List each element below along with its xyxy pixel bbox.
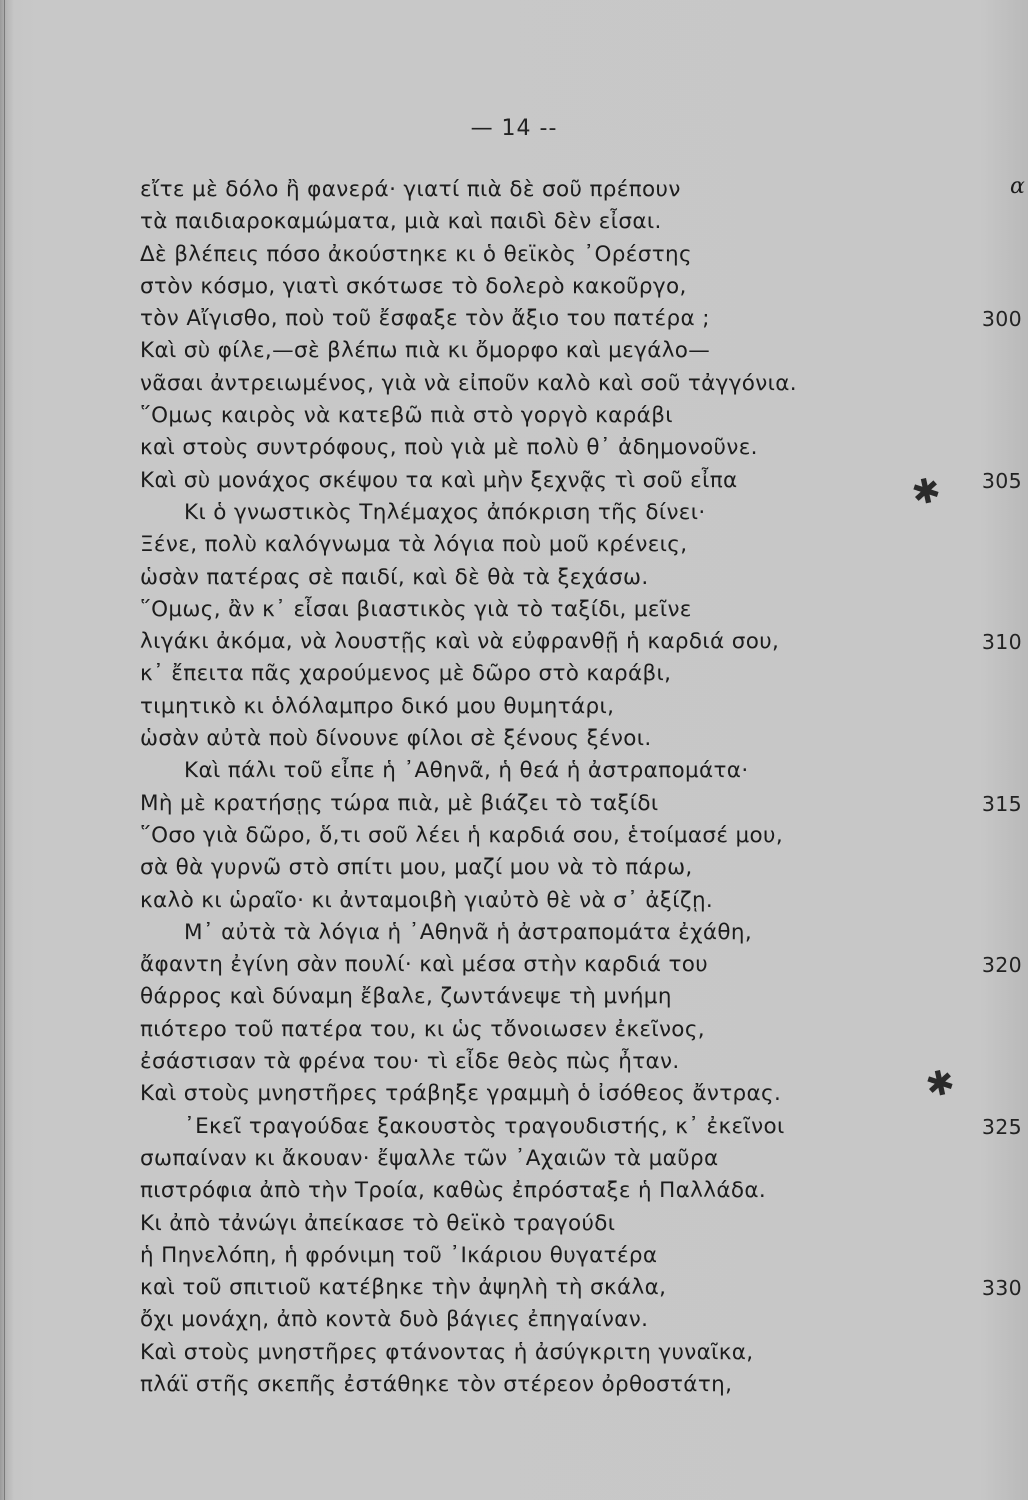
verse-line	[140, 497, 970, 529]
verse-line-text: θάρρος καὶ δύναμη ἔβαλε, ζωντάνεψε τὴ μνήμη	[140, 984, 672, 1010]
verse-line-text: Δὲ βλέπεις πόσο ἀκούστηκε κι ὁ θεϊκὸς ᾿Ορέστης	[140, 241, 692, 267]
verse-line-text: ὄχι μονάχη, ἀπὸ κοντὰ δυὸ βάγιες ἐπηγαίναν.	[140, 1307, 649, 1333]
verse-line-text: Καὶ στοὺς μνηστῆρες φτάνοντας ἡ ἀσύγκριτη γυναῖκα,	[140, 1339, 754, 1365]
verse-line-text: Καὶ πάλι τοῦ εἶπε ἡ ᾿Αθηνᾶ, ἡ θεά ἡ ἀστραπομάτα·	[184, 758, 749, 784]
verse-line	[140, 1014, 970, 1046]
poem-text-block	[140, 174, 1025, 1401]
verse-line-text: πιότερο τοῦ πατέρα του, κι ὡς τὄνοιωσεν ἐκεῖνος,	[140, 1016, 705, 1042]
verse-line	[140, 400, 970, 432]
verse-line	[140, 755, 970, 787]
verse-line	[140, 1208, 970, 1240]
verse-line-number: 320	[981, 953, 1022, 978]
verse-line	[140, 174, 970, 206]
page-number: — 14 --	[470, 116, 558, 141]
verse-line-text: Ξένε, πολὺ καλόγνωμα τὰ λόγια ποὺ μοῦ κρένεις,	[140, 532, 688, 558]
verse-line-text: καὶ στοὺς συντρόφους, ποὺ γιὰ μὲ πολὺ θ᾿ ἀδημονοῦνε.	[140, 435, 758, 461]
verse-line	[140, 271, 970, 303]
verse-line-text: σωπαίναν κι ἄκουαν· ἔψαλλε τῶν ᾿Αχαιῶν τὰ μαῦρα	[140, 1145, 719, 1171]
verse-line	[140, 368, 970, 400]
verse-line-text: τιμητικὸ κι ὁλόλαμπρο δικό μου θυμητάρι,	[140, 693, 615, 719]
verse-line-number: 300	[981, 307, 1022, 332]
verse-line-text: ὡσὰν πατέρας σὲ παιδί, καὶ δὲ θὰ τὰ ξεχάσω.	[140, 564, 649, 590]
verse-line-text: στὸν κόσμο, γιατὶ σκότωσε τὸ δολερὸ κακοῦργο,	[140, 273, 687, 299]
verse-line-text: Κι ἀπὸ τἀνώγι ἀπείκασε τὸ θεϊκὸ τραγούδι	[140, 1210, 616, 1236]
verse-line	[140, 1143, 970, 1175]
verse-line	[140, 658, 970, 690]
verse-line	[140, 788, 1022, 820]
verse-line-text: λιγάκι ἀκόμα, νὰ λουστῇς καὶ νὰ εὐφρανθῇ ἡ καρδιά σου,	[140, 629, 780, 655]
verse-line-text: ἡ Πηνελόπη, ἡ φρόνιμη τοῦ ᾿Ικάριου θυγατέρα	[140, 1242, 658, 1268]
verse-line	[140, 981, 970, 1013]
verse-line-number: 330	[981, 1276, 1022, 1301]
verse-line	[140, 465, 1022, 497]
verse-line-text: εἴτε μὲ δόλο ἢ φανερά· γιατί πιὰ δὲ σοῦ πρέπουν	[140, 177, 681, 202]
verse-line-number: 310	[981, 630, 1022, 655]
verse-line-text: ᾿Εκεῖ τραγούδαε ξακουστὸς τραγουδιστής, κ᾿ ἐκεῖνοι	[184, 1113, 785, 1139]
verse-line-number: 305	[981, 468, 1022, 493]
verse-line	[140, 206, 970, 238]
verse-line	[140, 1240, 970, 1272]
verse-line	[140, 1272, 1022, 1304]
verse-line	[140, 1175, 970, 1207]
verse-line	[140, 885, 970, 917]
verse-line	[140, 917, 970, 949]
verse-line-text: τὸν Αἴγισθο, ποὺ τοῦ ἔσφαξε τὸν ἄξιο του πατέρα ;	[140, 306, 710, 332]
verse-line	[140, 852, 970, 884]
verse-line-text: σὰ θὰ γυρνῶ στὸ σπίτι μου, μαζί μου νὰ τὸ πάρω,	[140, 855, 693, 881]
verse-line	[140, 239, 970, 271]
verse-line-text: τὰ παιδιαροκαμώματα, μιὰ καὶ παιδὶ δὲν εἶσαι.	[140, 209, 662, 235]
verse-line-text: πλάϊ στῆς σκεπῆς ἐστάθηκε τὸν στέρεον ὀρθοστάτη,	[140, 1371, 733, 1397]
verse-line-text: Καὶ στοὺς μνηστῆρες τράβηξε γραμμὴ ὁ ἰσόθεος ἄντρας.	[140, 1081, 782, 1107]
verse-line-text: ῞Ομως, ἂν κ᾿ εἶσαι βιαστικὸς γιὰ τὸ ταξίδι, μεῖνε	[140, 596, 692, 622]
verse-line-text: ῞Οσο γιὰ δῶρο, ὅ,τι σοῦ λέει ἡ καρδιά σου, ἑτοίμασέ μου,	[140, 822, 784, 848]
verse-line-number: 315	[981, 791, 1022, 816]
verse-line-text: κ᾿ ἔπειτα πᾶς χαρούμενος μὲ δῶρο στὸ καράβι,	[140, 661, 672, 687]
verse-line-text: ἄφαντη ἐγίνη σὰν πουλί· καὶ μέσα στὴν καρδιά του	[140, 952, 709, 978]
handwritten-asterisk-mark: ✱	[908, 469, 945, 515]
verse-line-text: πιστρόφια ἀπὸ τὴν Τροία, καθὼς ἐπρόσταξε ἡ Παλλάδα.	[140, 1178, 767, 1204]
verse-line	[140, 303, 1022, 335]
verse-line-text: ἐσάστισαν τὰ φρένα του· τὶ εἶδε θεὸς πὼς ἦταν.	[140, 1049, 680, 1075]
verse-line-text: νᾶσαι ἀντρειωμένος, γιὰ νὰ εἰποῦν καλὸ καὶ σοῦ τἀγγόνια.	[140, 370, 797, 396]
verse-line	[140, 1337, 970, 1369]
verse-line	[140, 1304, 970, 1336]
verse-line	[140, 1078, 970, 1110]
verse-line-text: Μ᾿ αὐτὰ τὰ λόγια ἡ ᾿Αθηνᾶ ἡ ἀστραπομάτα ἐχάθη,	[184, 919, 753, 945]
page-binding-edge	[4, 0, 5, 1500]
verse-line	[140, 1111, 1022, 1143]
verse-line	[140, 626, 1022, 658]
verse-line	[140, 529, 970, 561]
verse-line-text: ὡσὰν αὐτὰ ποὺ δίνουνε φίλοι σὲ ξένους ξένοι.	[140, 726, 652, 752]
verse-line-text: ῞Ομως καιρὸς νὰ κατεβῶ πιὰ στὸ γοργὸ καράβι	[140, 403, 673, 429]
verse-line	[140, 432, 970, 464]
handwritten-asterisk-mark: ✱	[922, 1061, 959, 1107]
verse-line	[140, 1046, 970, 1078]
verse-line	[140, 723, 970, 755]
verse-line	[140, 820, 970, 852]
verse-line	[140, 562, 970, 594]
verse-line	[140, 949, 1022, 981]
verse-line-text: Καὶ σὺ μονάχος σκέψου τα καὶ μὴν ξεχνᾷς τὶ σοῦ εἶπα	[140, 467, 738, 493]
verse-line	[140, 594, 970, 626]
verse-line	[140, 1369, 970, 1401]
verse-line	[140, 335, 970, 367]
verse-line-text: Κι ὁ γνωστικὸς Τηλέμαχος ἀπόκριση τῆς δίνει·	[184, 499, 706, 525]
verse-line-text: Μὴ μὲ κρατήσῃς τώρα πιὰ, μὲ βιάζει τὸ ταξίδι	[140, 790, 659, 816]
margin-letter: α	[1010, 174, 1025, 199]
verse-line-number: 325	[981, 1114, 1022, 1139]
verse-line-text: καὶ τοῦ σπιτιοῦ κατέβηκε τὴν ἀψηλὴ τὴ σκάλα,	[140, 1275, 667, 1301]
verse-line	[140, 691, 970, 723]
verse-line-text: Καὶ σὺ φίλε,—σὲ βλέπω πιὰ κι ὄμορφο καὶ μεγάλο—	[140, 338, 711, 364]
verse-line-text: καλὸ κι ὡραῖο· κι ἀνταμοιβὴ γιαὐτὸ θὲ νὰ σ᾿ ἀξίζῃ.	[140, 887, 714, 913]
